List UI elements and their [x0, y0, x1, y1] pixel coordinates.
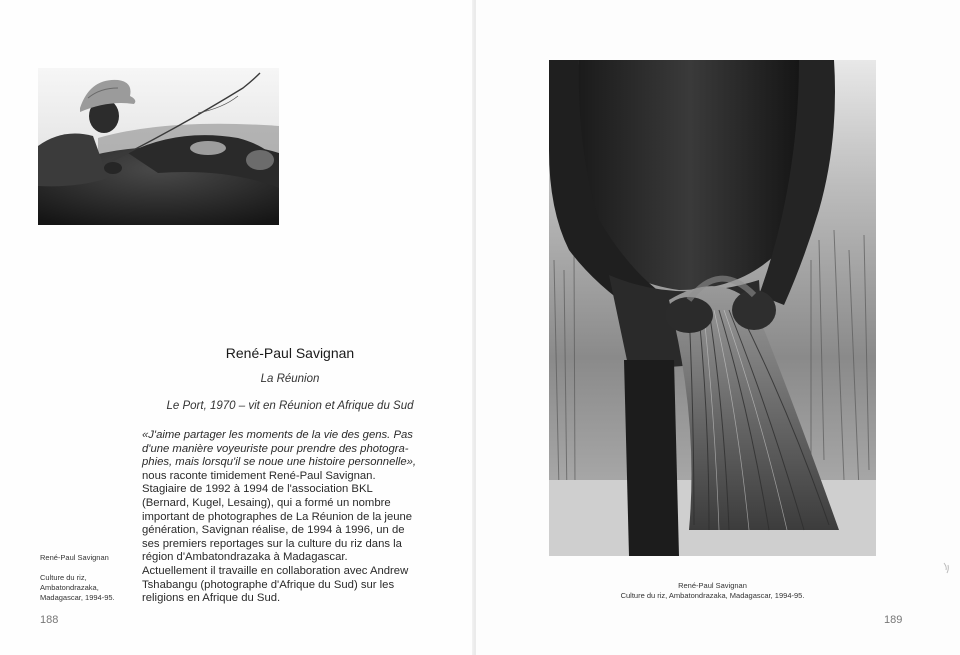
caption-line: Culture du riz,: [40, 573, 87, 582]
bio-line: Tshabangu (photographe d'Afrique du Sud) sur les: [142, 578, 395, 591]
photo-rice-seedlings: [549, 60, 876, 556]
photographer-birth-line: Le Port, 1970 – vit en Réunion et Afrique du Sud: [166, 400, 414, 412]
bio-line: important de photographes de La Réunion de la jeune: [142, 510, 413, 523]
bio-body: [142, 470, 424, 606]
caption-line: Ambatondrazaka,: [40, 583, 99, 592]
caption-photographer-name: René-Paul Savignan: [678, 581, 747, 590]
caption-line: Madagascar, 1994-95.: [40, 593, 115, 602]
scan-speck: [942, 561, 952, 575]
bio-line: Actuellement il travaille en collaboration avec Andrew: [142, 564, 409, 577]
bio-line: (Bernard, Kugel, Lesaing), qui a formé un nombre: [142, 496, 391, 509]
page-number-left: 188: [40, 614, 59, 626]
caption-photographer-name: René-Paul Savignan: [40, 553, 109, 562]
bio-line: Stagiaire de 1992 à 1994 de l'association BKL: [142, 483, 373, 496]
photographer-location: La Réunion: [260, 373, 320, 385]
caption-details: Culture du riz, Ambatondrazaka, Madagascar, 1994-95.: [620, 591, 805, 600]
photo-caption-left: [40, 553, 130, 603]
photographer-name-heading: René-Paul Savignan: [225, 345, 355, 361]
bio-quote: [142, 429, 424, 470]
biography-text: [142, 429, 424, 606]
left-page: [0, 0, 474, 655]
bio-line: région d'Ambatondrazaka à Madagascar.: [142, 551, 348, 564]
photo-ox-rider: [38, 68, 279, 225]
bio-line: génération, Savignan réalise, de 1994 à 1996, un de: [142, 524, 405, 537]
bio-quote-line: d'une manière voyeuriste pour prendre des photogra-: [142, 442, 409, 455]
bio-line: ses premiers reportages sur la culture du riz dans la: [142, 537, 402, 550]
bio-line: nous raconte timidement René-Paul Savignan.: [142, 469, 376, 482]
photo-caption-right: [560, 581, 865, 601]
page-number-right: 189: [884, 614, 903, 626]
bio-quote-line: phies, mais lorsqu'il se noue une histoire personnelle»,: [142, 456, 417, 469]
bio-quote-line: «J'aime partager les moments de la vie des gens. Pas: [142, 429, 413, 441]
bio-line: religions en Afrique du Sud.: [142, 592, 281, 605]
